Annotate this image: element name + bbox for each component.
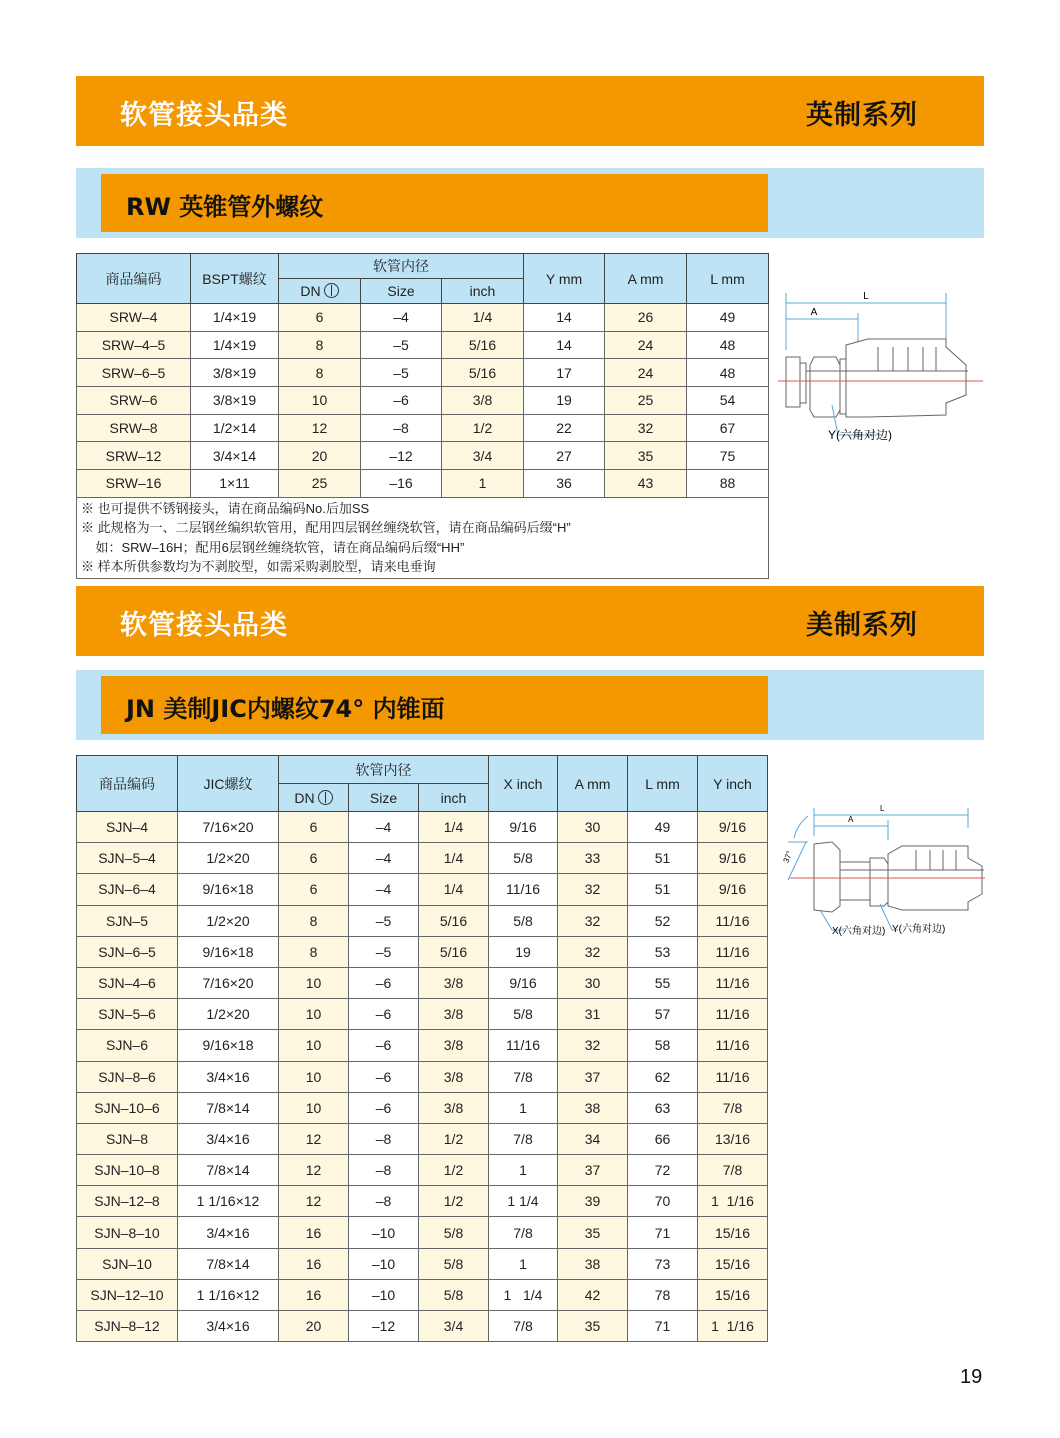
table-cell: 10 <box>279 967 349 998</box>
table-cell: 1/2 <box>419 1186 489 1217</box>
note-line: 如：SRW–16H；配用6层钢丝缠绕软管，请在商品编码后缀“HH” <box>81 539 465 555</box>
table-cell: 27 <box>524 442 605 470</box>
diameter-icon <box>324 283 339 298</box>
table-cell: –4 <box>349 812 419 843</box>
table-row <box>77 1123 768 1154</box>
product-code-cell: SRW–12 <box>77 442 191 470</box>
table-cell: 7/8 <box>698 1155 768 1186</box>
table-cell: 15/16 <box>698 1217 768 1248</box>
table-cell: 11/16 <box>698 999 768 1030</box>
table-cell: 62 <box>628 1061 698 1092</box>
table-cell: 7/8 <box>489 1123 558 1154</box>
table-row <box>77 442 769 470</box>
header-size: Size <box>349 784 419 812</box>
table-cell: 5/8 <box>489 905 558 936</box>
table-notes <box>77 497 769 578</box>
table-cell: 8 <box>279 905 349 936</box>
table-cell: 30 <box>558 967 628 998</box>
table-cell: 73 <box>628 1248 698 1279</box>
table-cell: 11/16 <box>489 1030 558 1061</box>
subtitle-strip <box>76 168 984 238</box>
table-cell: 5/8 <box>489 843 558 874</box>
table-cell: 36 <box>524 470 605 498</box>
table-cell: 35 <box>605 442 687 470</box>
product-code-cell: SJN–8–10 <box>77 1217 178 1248</box>
table-cell: 57 <box>628 999 698 1030</box>
table-cell: 30 <box>558 812 628 843</box>
table-cell: 3/4 <box>419 1311 489 1342</box>
product-code-cell: SJN–6–5 <box>77 936 178 967</box>
table-cell: 34 <box>558 1123 628 1154</box>
table-cell: 20 <box>279 1311 349 1342</box>
table-cell: 66 <box>628 1123 698 1154</box>
table-cell: 5/16 <box>442 331 524 359</box>
header-thread: JIC螺纹 <box>178 756 279 812</box>
table-row <box>77 812 768 843</box>
header-thread: BSPT螺纹 <box>191 254 279 304</box>
table-cell: 63 <box>628 1092 698 1123</box>
table-cell: 15/16 <box>698 1279 768 1310</box>
table-row <box>77 414 769 442</box>
subtitle-strip <box>76 670 984 740</box>
table-cell: 55 <box>628 967 698 998</box>
table-cell: –5 <box>361 331 442 359</box>
product-code-cell: SJN–12–10 <box>77 1279 178 1310</box>
table-cell: 9/16×18 <box>178 874 279 905</box>
table-cell: –10 <box>349 1217 419 1248</box>
table-cell: 1/2×14 <box>191 414 279 442</box>
table-cell: 53 <box>628 936 698 967</box>
table-cell: 67 <box>687 414 769 442</box>
product-code-cell: SJN–4–6 <box>77 967 178 998</box>
product-code-cell: SJN–5 <box>77 905 178 936</box>
table-row <box>77 331 769 359</box>
header-y: Y inch <box>698 756 768 812</box>
rw-fitting-diagram <box>778 285 988 450</box>
table-row <box>77 1311 768 1342</box>
table-cell: 3/8×19 <box>191 387 279 415</box>
dim-l-label: L <box>863 291 869 302</box>
hex-y-label: Y(六角对边) <box>828 428 892 442</box>
header-size: Size <box>361 279 442 304</box>
banner-series: 英制系列 <box>806 100 918 131</box>
table-cell: 58 <box>628 1030 698 1061</box>
product-code-cell: SJN–6 <box>77 1030 178 1061</box>
table-cell: 3/8 <box>419 1092 489 1123</box>
product-code-cell: SRW–6 <box>77 387 191 415</box>
table-row <box>77 999 768 1030</box>
dim-a-label: A <box>810 307 818 318</box>
jn-fitting-diagram <box>780 798 990 943</box>
table-cell: 6 <box>279 874 349 905</box>
product-code-cell: SJN–10–8 <box>77 1155 178 1186</box>
table-cell: 7/8×14 <box>178 1248 279 1279</box>
table-cell: 75 <box>687 442 769 470</box>
table-cell: 9/16 <box>489 812 558 843</box>
table-cell: 10 <box>279 1030 349 1061</box>
table-cell: –10 <box>349 1248 419 1279</box>
product-code-cell: SJN–5–4 <box>77 843 178 874</box>
page-number: 19 <box>960 1366 983 1388</box>
table-cell: 1/2 <box>419 1123 489 1154</box>
table-cell: 3/4×16 <box>178 1311 279 1342</box>
table-row <box>77 905 768 936</box>
table-cell: 49 <box>687 304 769 332</box>
table-row <box>77 874 768 905</box>
table-cell: 11/16 <box>698 936 768 967</box>
product-code-cell: SJN–5–6 <box>77 999 178 1030</box>
table-cell: 9/16×18 <box>178 1030 279 1061</box>
table-cell: 3/4×14 <box>191 442 279 470</box>
header-x: X inch <box>489 756 558 812</box>
table-cell: 32 <box>558 874 628 905</box>
table-cell: 11/16 <box>489 874 558 905</box>
table-cell: 17 <box>524 359 605 387</box>
table-cell: 72 <box>628 1155 698 1186</box>
table-cell: 3/4×16 <box>178 1217 279 1248</box>
table-cell: 1 1/16×12 <box>178 1186 279 1217</box>
table-cell: 11/16 <box>698 905 768 936</box>
product-code-cell: SJN–10 <box>77 1248 178 1279</box>
table-cell: 8 <box>279 359 361 387</box>
table-cell: –4 <box>361 304 442 332</box>
table-cell: 7/8×14 <box>178 1155 279 1186</box>
table-cell: –16 <box>361 470 442 498</box>
product-code-cell: SRW–4 <box>77 304 191 332</box>
table-cell: 3/4 <box>442 442 524 470</box>
table-cell: 48 <box>687 331 769 359</box>
table-cell: 5/8 <box>489 999 558 1030</box>
table-cell: 15/16 <box>698 1248 768 1279</box>
table-cell: –10 <box>349 1279 419 1310</box>
table-cell: 3/4×16 <box>178 1061 279 1092</box>
table-cell: 8 <box>279 936 349 967</box>
table-cell: –4 <box>349 843 419 874</box>
table-cell: 5/16 <box>419 905 489 936</box>
table-cell: 5/8 <box>419 1279 489 1310</box>
header-dn: DN <box>279 784 349 812</box>
table-cell: 1 1/16 <box>698 1186 768 1217</box>
product-code-cell: SJN–6–4 <box>77 874 178 905</box>
table-row <box>77 1248 768 1279</box>
table-cell: 32 <box>558 1030 628 1061</box>
table-cell: 71 <box>628 1217 698 1248</box>
product-code-cell: SJN–8–6 <box>77 1061 178 1092</box>
product-code-cell: SRW–8 <box>77 414 191 442</box>
header-y: Y mm <box>524 254 605 304</box>
table-cell: 52 <box>628 905 698 936</box>
note-line: ※ 样本所供参数均为不剥胶型，如需采购剥胶型，请来电垂询 <box>81 559 436 575</box>
header-a: A mm <box>605 254 687 304</box>
table-cell: 9/16 <box>698 843 768 874</box>
table-cell: –4 <box>349 874 419 905</box>
table-cell: 12 <box>279 1123 349 1154</box>
table-cell: 1 <box>489 1155 558 1186</box>
table-cell: 7/8 <box>698 1092 768 1123</box>
table-cell: –8 <box>349 1186 419 1217</box>
table-cell: 3/8 <box>419 967 489 998</box>
table-cell: 12 <box>279 1186 349 1217</box>
table-cell: 1 1/16×12 <box>178 1279 279 1310</box>
table-cell: 24 <box>605 331 687 359</box>
table-row <box>77 359 769 387</box>
table-cell: 19 <box>524 387 605 415</box>
table-cell: 3/8 <box>419 999 489 1030</box>
product-code-cell: SJN–4 <box>77 812 178 843</box>
table-cell: 16 <box>279 1279 349 1310</box>
table-cell: 19 <box>489 936 558 967</box>
table-cell: 42 <box>558 1279 628 1310</box>
table-cell: 3/8 <box>419 1061 489 1092</box>
table-cell: –5 <box>349 905 419 936</box>
table-cell: 35 <box>558 1217 628 1248</box>
table-cell: 16 <box>279 1217 349 1248</box>
table-cell: 1/4 <box>419 843 489 874</box>
table-row <box>77 967 768 998</box>
table-cell: 14 <box>524 304 605 332</box>
table-cell: 88 <box>687 470 769 498</box>
dim-l-label: L <box>880 804 885 813</box>
rw-spec-table <box>76 253 769 579</box>
table-cell: 38 <box>558 1092 628 1123</box>
table-cell: 5/16 <box>419 936 489 967</box>
product-code-cell: SJN–8 <box>77 1123 178 1154</box>
table-cell: 37 <box>558 1061 628 1092</box>
table-cell: 26 <box>605 304 687 332</box>
table-cell: 1/4 <box>442 304 524 332</box>
header-code: 商品编码 <box>77 756 178 812</box>
table-row <box>77 1092 768 1123</box>
section-subtitle: JN 美制JIC内螺纹74° 内锥面 <box>126 695 445 723</box>
angle-label: 37° <box>781 849 795 865</box>
table-cell: 49 <box>628 812 698 843</box>
table-cell: 51 <box>628 843 698 874</box>
table-cell: 31 <box>558 999 628 1030</box>
table-cell: 11/16 <box>698 967 768 998</box>
table-cell: 7/8 <box>489 1061 558 1092</box>
table-cell: –8 <box>361 414 442 442</box>
table-cell: 10 <box>279 1092 349 1123</box>
table-cell: –6 <box>349 999 419 1030</box>
table-cell: 32 <box>605 414 687 442</box>
table-row <box>77 470 769 498</box>
table-cell: 10 <box>279 999 349 1030</box>
table-cell: –6 <box>349 1092 419 1123</box>
header-inch: inch <box>419 784 489 812</box>
table-cell: –12 <box>349 1311 419 1342</box>
table-cell: 9/16 <box>698 812 768 843</box>
dim-a-label: A <box>848 815 854 824</box>
table-cell: –12 <box>361 442 442 470</box>
table-cell: 25 <box>605 387 687 415</box>
table-cell: 7/16×20 <box>178 812 279 843</box>
note-line: ※ 也可提供不锈钢接头，请在商品编码No.后加SS <box>81 500 370 516</box>
table-row <box>77 1155 768 1186</box>
jn-spec-table <box>76 755 768 1342</box>
table-cell: 1 <box>442 470 524 498</box>
table-row <box>77 1217 768 1248</box>
table-cell: 1 <box>489 1248 558 1279</box>
table-cell: –6 <box>349 1061 419 1092</box>
table-cell: 1 1/16 <box>698 1311 768 1342</box>
table-cell: 6 <box>279 843 349 874</box>
table-cell: 1/2 <box>442 414 524 442</box>
table-cell: 39 <box>558 1186 628 1217</box>
table-cell: 1/2×20 <box>178 843 279 874</box>
table-cell: 22 <box>524 414 605 442</box>
table-cell: –5 <box>349 936 419 967</box>
table-row <box>77 1279 768 1310</box>
hex-y-label: Y(六角对边) <box>892 924 946 935</box>
table-cell: –8 <box>349 1123 419 1154</box>
section-subtitle: RW 英锥管外螺纹 <box>126 193 324 221</box>
table-cell: –6 <box>349 1030 419 1061</box>
table-cell: 1/4 <box>419 874 489 905</box>
table-cell: 3/4×16 <box>178 1123 279 1154</box>
table-cell: 35 <box>558 1311 628 1342</box>
table-cell: 20 <box>279 442 361 470</box>
table-cell: 7/16×20 <box>178 967 279 998</box>
banner-title: 软管接头品类 <box>120 100 288 131</box>
table-cell: 1/2×20 <box>178 905 279 936</box>
product-code-cell: SJN–8–12 <box>77 1311 178 1342</box>
table-cell: 5/8 <box>419 1217 489 1248</box>
table-cell: 7/8 <box>489 1217 558 1248</box>
banner-series: 美制系列 <box>806 610 918 641</box>
header-dn: DN <box>279 279 361 304</box>
table-cell: 1/4×19 <box>191 304 279 332</box>
table-cell: 9/16 <box>698 874 768 905</box>
diameter-icon <box>318 790 333 805</box>
hex-x-label: X(六角对边) <box>832 926 886 937</box>
product-code-cell: SJN–12–8 <box>77 1186 178 1217</box>
table-cell: 1/2×20 <box>178 999 279 1030</box>
header-inch: inch <box>442 279 524 304</box>
table-cell: 5/8 <box>419 1248 489 1279</box>
table-cell: 12 <box>279 414 361 442</box>
table-cell: 7/8×14 <box>178 1092 279 1123</box>
header-hose-id: 软管内径 <box>279 254 524 279</box>
table-cell: 1/4 <box>419 812 489 843</box>
table-row <box>77 1030 768 1061</box>
table-cell: 1 1/4 <box>489 1186 558 1217</box>
table-cell: 11/16 <box>698 1030 768 1061</box>
table-cell: 12 <box>279 1155 349 1186</box>
table-cell: 1 1/4 <box>489 1279 558 1310</box>
table-cell: 32 <box>558 936 628 967</box>
product-code-cell: SRW–6–5 <box>77 359 191 387</box>
table-cell: 1 <box>489 1092 558 1123</box>
table-cell: 25 <box>279 470 361 498</box>
product-code-cell: SJN–10–6 <box>77 1092 178 1123</box>
table-cell: 3/8 <box>419 1030 489 1061</box>
table-cell: 9/16 <box>489 967 558 998</box>
table-cell: 6 <box>279 812 349 843</box>
header-code: 商品编码 <box>77 254 191 304</box>
table-cell: 54 <box>687 387 769 415</box>
table-cell: 48 <box>687 359 769 387</box>
table-cell: 71 <box>628 1311 698 1342</box>
table-cell: 51 <box>628 874 698 905</box>
table-cell: 3/8 <box>442 387 524 415</box>
table-row <box>77 936 768 967</box>
table-row <box>77 1061 768 1092</box>
banner-title: 软管接头品类 <box>120 610 288 641</box>
category-banner-american <box>76 586 984 656</box>
category-banner-imperial <box>76 76 984 146</box>
table-cell: 43 <box>605 470 687 498</box>
product-code-cell: SRW–4–5 <box>77 331 191 359</box>
table-cell: 6 <box>279 304 361 332</box>
table-cell: 9/16×18 <box>178 936 279 967</box>
table-cell: 16 <box>279 1248 349 1279</box>
note-line: ※ 此规格为一、二层钢丝编织软管用，配用四层钢丝缠绕软管，请在商品编码后缀“H” <box>81 520 571 536</box>
table-row <box>77 1186 768 1217</box>
table-cell: 33 <box>558 843 628 874</box>
table-cell: 1/2 <box>419 1155 489 1186</box>
table-cell: 8 <box>279 331 361 359</box>
table-row <box>77 304 769 332</box>
table-cell: 10 <box>279 387 361 415</box>
table-row <box>77 387 769 415</box>
table-cell: –6 <box>361 387 442 415</box>
table-cell: 32 <box>558 905 628 936</box>
product-code-cell: SRW–16 <box>77 470 191 498</box>
header-a: A mm <box>558 756 628 812</box>
table-row <box>77 843 768 874</box>
table-cell: 24 <box>605 359 687 387</box>
table-cell: 1×11 <box>191 470 279 498</box>
table-cell: 70 <box>628 1186 698 1217</box>
table-cell: 13/16 <box>698 1123 768 1154</box>
header-l: L mm <box>628 756 698 812</box>
table-cell: –6 <box>349 967 419 998</box>
table-cell: 3/8×19 <box>191 359 279 387</box>
table-cell: 11/16 <box>698 1061 768 1092</box>
table-cell: –8 <box>349 1155 419 1186</box>
table-cell: 78 <box>628 1279 698 1310</box>
header-hose-id: 软管内径 <box>279 756 489 784</box>
table-cell: 7/8 <box>489 1311 558 1342</box>
header-l: L mm <box>687 254 769 304</box>
table-cell: 37 <box>558 1155 628 1186</box>
table-cell: 14 <box>524 331 605 359</box>
table-cell: 38 <box>558 1248 628 1279</box>
table-cell: –5 <box>361 359 442 387</box>
table-cell: 1/4×19 <box>191 331 279 359</box>
table-cell: 10 <box>279 1061 349 1092</box>
table-cell: 5/16 <box>442 359 524 387</box>
